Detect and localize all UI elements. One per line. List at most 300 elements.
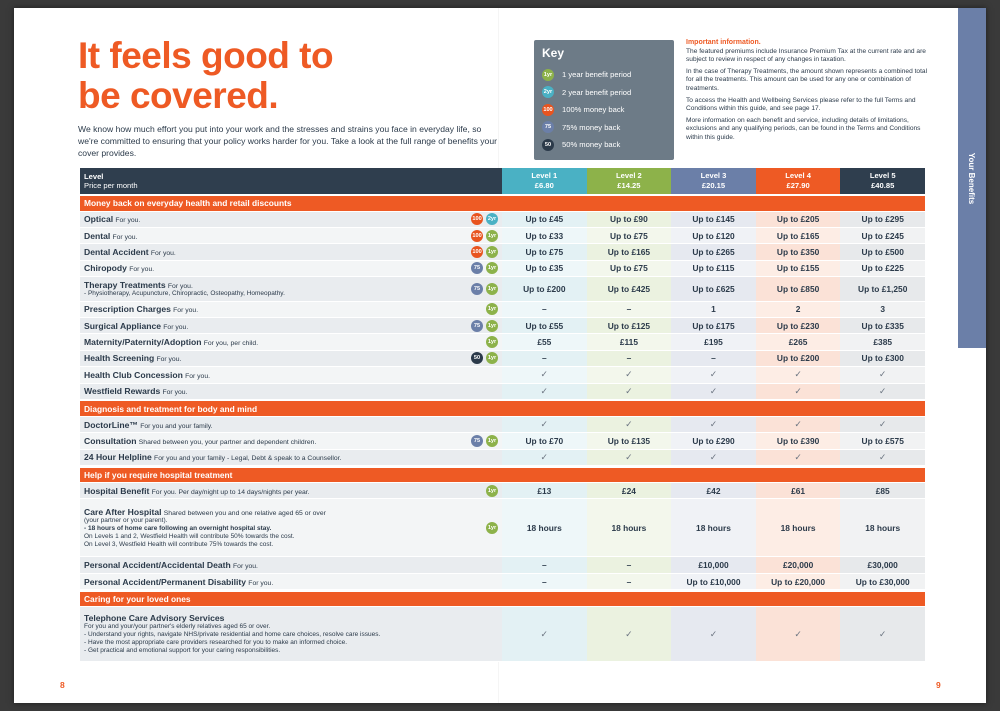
benefit-title-line bbox=[84, 231, 454, 241]
level-5-value: Up to £300 bbox=[840, 350, 925, 366]
benefit-label-cell bbox=[80, 449, 458, 465]
level-5-value: Up to £500 bbox=[840, 244, 925, 260]
header-level-4 bbox=[756, 168, 841, 194]
benefit-label-cell bbox=[80, 227, 458, 243]
level-2-value: Up to £165 bbox=[587, 244, 672, 260]
100-percent-badge-icon: 100 bbox=[471, 246, 483, 258]
section-title: Help if you require hospital treatment bbox=[80, 468, 925, 483]
benefit-row bbox=[80, 499, 925, 557]
level-1-value: – bbox=[502, 301, 587, 317]
benefit-badges-cell bbox=[458, 211, 502, 227]
level-4-value: £265 bbox=[756, 334, 841, 350]
level-price: £6.80 bbox=[534, 180, 554, 190]
benefit-row bbox=[80, 350, 925, 366]
level-5-value: ✓ bbox=[840, 367, 925, 383]
header-level-title: Level bbox=[84, 171, 104, 181]
level-name: Level 5 bbox=[869, 170, 896, 180]
benefit-detail: - Physiotherapy, Acupuncture, Chiropractic, Osteopathy, Homeopathy. bbox=[84, 289, 285, 297]
benefit-name: Therapy Treatments bbox=[84, 279, 166, 290]
page-number-right: 9 bbox=[936, 680, 941, 690]
benefit-qualifier: For you, per child. bbox=[203, 340, 259, 348]
level-3-value: Up to £115 bbox=[671, 260, 756, 276]
header-level-5 bbox=[840, 168, 925, 194]
benefit-badges-cell bbox=[458, 350, 502, 366]
brochure-spread bbox=[14, 8, 986, 703]
page-headline bbox=[78, 36, 333, 116]
section-header bbox=[80, 401, 925, 416]
one-year-badge-icon: 1yr bbox=[486, 230, 498, 242]
section-header bbox=[80, 592, 925, 607]
benefit-badges-cell bbox=[458, 301, 502, 317]
level-4-value: £20,000 bbox=[756, 557, 841, 573]
benefit-name: Westfield Rewards bbox=[84, 386, 161, 397]
level-4-value: ✓ bbox=[756, 449, 841, 465]
level-1-value: 18 hours bbox=[502, 499, 587, 557]
key-item bbox=[542, 101, 666, 119]
intro-paragraph: We know how much effort you put into your work and the stresses and strains you face in everyday life, so we're committed to ensuring that your policy works harder for you. Take a look at the full range of benefits your cover provides. bbox=[78, 124, 497, 158]
benefit-badges bbox=[462, 336, 498, 348]
benefit-name: 24 Hour Helpline bbox=[84, 452, 152, 463]
key-panel bbox=[534, 40, 674, 160]
benefits-table bbox=[80, 168, 925, 662]
one-year-badge-icon: 1yr bbox=[486, 435, 498, 447]
benefit-detail: For you and your/your partner's elderly relatives aged 65 or over. bbox=[84, 623, 271, 631]
benefit-name: Optical bbox=[84, 214, 114, 225]
benefit-badges bbox=[462, 522, 498, 534]
level-2-value: Up to £75 bbox=[587, 227, 672, 243]
level-1-value: ✓ bbox=[502, 416, 587, 432]
level-1-value: £55 bbox=[502, 334, 587, 350]
level-4-value: Up to £850 bbox=[756, 277, 841, 302]
benefit-row bbox=[80, 416, 925, 432]
one-year-badge-icon: 1yr bbox=[486, 283, 498, 295]
key-item bbox=[542, 66, 666, 84]
important-paragraphs bbox=[686, 48, 930, 143]
level-2-value: ✓ bbox=[587, 607, 672, 662]
level-3-value: £10,000 bbox=[671, 557, 756, 573]
benefit-badges bbox=[462, 246, 498, 258]
important-paragraph: The featured premiums include Insurance Premium Tax at the current rate and are subject to review in respect of any changes in taxation. bbox=[686, 47, 926, 64]
benefit-badges-cell bbox=[458, 383, 502, 399]
section-header bbox=[80, 468, 925, 483]
level-5-value: 18 hours bbox=[840, 499, 925, 557]
level-1-value: Up to £45 bbox=[502, 211, 587, 227]
benefit-title-line bbox=[84, 613, 454, 623]
level-3-value: ✓ bbox=[671, 367, 756, 383]
level-4-value: Up to £165 bbox=[756, 227, 841, 243]
section-header bbox=[80, 196, 925, 211]
level-4-value: ✓ bbox=[756, 607, 841, 662]
level-1-value: Up to £35 bbox=[502, 260, 587, 276]
level-price: £14.25 bbox=[617, 180, 641, 190]
benefit-label-cell bbox=[80, 301, 458, 317]
benefit-label-cell bbox=[80, 483, 458, 499]
key-item-label: 1 year benefit period bbox=[562, 70, 632, 80]
benefit-name: Dental bbox=[84, 230, 111, 241]
benefit-title-line bbox=[84, 486, 454, 496]
level-price: £20.15 bbox=[701, 180, 726, 190]
level-name: Level 1 bbox=[531, 170, 558, 180]
benefit-title-line bbox=[84, 337, 454, 347]
75-percent-badge-icon: 75 bbox=[471, 435, 483, 447]
benefit-qualifier: For you and your family - Legal, Debt & speak to a Counsellor. bbox=[154, 455, 342, 463]
benefit-title-line bbox=[84, 560, 454, 570]
level-3-value: Up to £145 bbox=[671, 211, 756, 227]
benefit-name: Consultation bbox=[84, 435, 137, 446]
benefit-badges bbox=[462, 320, 498, 332]
level-4-value: Up to £155 bbox=[756, 260, 841, 276]
benefit-label-cell bbox=[80, 277, 458, 302]
level-1-value: ✓ bbox=[502, 383, 587, 399]
level-1-value: £13 bbox=[502, 483, 587, 499]
section-title: Money back on everyday health and retail discounts bbox=[80, 196, 925, 211]
100-percent-badge-icon: 100 bbox=[542, 104, 554, 116]
level-5-value: £85 bbox=[840, 483, 925, 499]
level-4-value: Up to £20,000 bbox=[756, 573, 841, 589]
benefit-row bbox=[80, 383, 925, 399]
level-4-value: Up to £390 bbox=[756, 433, 841, 449]
benefit-name: Dental Accident bbox=[84, 246, 149, 257]
benefit-title-line bbox=[84, 452, 454, 462]
one-year-badge-icon: 1yr bbox=[486, 246, 498, 258]
key-item-label: 50% money back bbox=[562, 140, 621, 150]
level-1-value: Up to £33 bbox=[502, 227, 587, 243]
100-percent-badge-icon: 100 bbox=[471, 230, 483, 242]
level-2-value: – bbox=[587, 301, 672, 317]
benefit-title-line bbox=[84, 304, 454, 314]
benefit-row bbox=[80, 334, 925, 350]
level-1-value: ✓ bbox=[502, 367, 587, 383]
benefit-name: Prescription Charges bbox=[84, 304, 171, 315]
level-3-value: ✓ bbox=[671, 607, 756, 662]
benefit-detail: - Understand your rights, navigate NHS/private residential and home care choices, resolve care issues. bbox=[84, 631, 381, 639]
one-year-badge-icon: 1yr bbox=[486, 485, 498, 497]
one-year-badge-icon: 1yr bbox=[542, 69, 554, 81]
level-4-value: Up to £200 bbox=[756, 350, 841, 366]
benefit-badges-cell bbox=[458, 227, 502, 243]
benefit-qualifier: Shared between you, your partner and dependent children. bbox=[138, 438, 317, 446]
benefit-title-line bbox=[84, 420, 454, 430]
level-name: Level 4 bbox=[785, 170, 811, 180]
level-4-value: Up to £350 bbox=[756, 244, 841, 260]
benefit-title-line bbox=[84, 263, 454, 273]
100-percent-badge-icon: 100 bbox=[471, 213, 483, 225]
two-year-badge-icon: 2yr bbox=[542, 86, 554, 98]
benefit-title-line bbox=[84, 370, 454, 380]
level-4-value: Up to £230 bbox=[756, 317, 841, 333]
level-2-value: Up to £75 bbox=[587, 260, 672, 276]
header-price-label: Price per month bbox=[84, 180, 138, 190]
important-paragraph: More information on each benefit and service, including details of limitations, exclusions and any qualifying periods, can be found in the Terms and Conditions within this guide. bbox=[686, 116, 921, 141]
level-price: £40.85 bbox=[871, 180, 895, 190]
benefit-label-cell bbox=[80, 433, 458, 449]
benefit-badges-cell bbox=[458, 499, 502, 557]
level-2-value: Up to £90 bbox=[587, 211, 672, 227]
section-title: Caring for your loved ones bbox=[80, 592, 925, 607]
benefit-label-cell bbox=[80, 317, 458, 333]
benefit-name: Chiropody bbox=[84, 263, 127, 274]
level-5-value: Up to £30,000 bbox=[840, 573, 925, 589]
headline-line-1: It feels good to bbox=[78, 35, 334, 76]
level-1-value: – bbox=[502, 350, 587, 366]
benefit-title-line bbox=[84, 321, 454, 331]
level-5-value: Up to £1,250 bbox=[840, 277, 925, 302]
level-5-value: ✓ bbox=[840, 383, 925, 399]
75-percent-badge-icon: 75 bbox=[542, 121, 554, 133]
benefit-name: Care After Hospital bbox=[84, 506, 162, 517]
benefit-badges-cell bbox=[458, 244, 502, 260]
benefit-badges-cell bbox=[458, 449, 502, 465]
level-5-value: 3 bbox=[840, 301, 925, 317]
benefit-row bbox=[80, 244, 925, 260]
benefit-qualifier: For you. bbox=[162, 389, 188, 397]
level-price: £27.90 bbox=[786, 180, 810, 190]
level-3-value: ✓ bbox=[671, 449, 756, 465]
level-4-value: ✓ bbox=[756, 416, 841, 432]
benefit-row bbox=[80, 227, 925, 243]
level-name: Level 3 bbox=[700, 170, 727, 180]
benefit-title-line bbox=[84, 280, 454, 290]
benefit-qualifier: For you. Per day/night up to 14 days/nights per year. bbox=[151, 488, 310, 496]
50-percent-badge-icon: 50 bbox=[471, 352, 483, 364]
key-list bbox=[542, 66, 666, 154]
benefit-badges-cell bbox=[458, 367, 502, 383]
level-3-value: Up to £175 bbox=[671, 317, 756, 333]
benefit-label-cell bbox=[80, 573, 458, 589]
benefit-badges bbox=[462, 352, 498, 364]
benefit-qualifier: For you. bbox=[156, 356, 182, 364]
one-year-badge-icon: 1yr bbox=[486, 352, 498, 364]
benefit-detail: - Have the most appropriate care providers researched for you to make an informed choice. bbox=[84, 639, 348, 647]
level-2-value: ✓ bbox=[587, 449, 672, 465]
benefit-qualifier: For you. bbox=[112, 233, 138, 241]
header-level-3 bbox=[671, 168, 756, 194]
page-number-left: 8 bbox=[60, 680, 65, 690]
important-paragraph: To access the Health and Wellbeing Services please refer to the full Terms and Conditions within this guide, and see page 17. bbox=[686, 96, 916, 113]
benefit-badges-cell bbox=[458, 317, 502, 333]
benefit-name: DoctorLine™ bbox=[84, 419, 138, 430]
benefit-row bbox=[80, 483, 925, 499]
section-tab-label: Your Benefits bbox=[967, 152, 977, 204]
level-4-value: Up to £205 bbox=[756, 211, 841, 227]
benefit-qualifier: For you. bbox=[173, 307, 199, 315]
level-2-value: ✓ bbox=[587, 367, 672, 383]
benefit-name: Surgical Appliance bbox=[84, 320, 162, 331]
level-5-value: ✓ bbox=[840, 607, 925, 662]
level-4-value: ✓ bbox=[756, 367, 841, 383]
benefit-detail: (your partner or your parent). bbox=[84, 516, 168, 524]
benefit-badges-cell bbox=[458, 277, 502, 302]
level-5-value: Up to £245 bbox=[840, 227, 925, 243]
level-5-value: Up to £295 bbox=[840, 211, 925, 227]
benefit-label-cell bbox=[80, 350, 458, 366]
benefit-badges bbox=[462, 283, 498, 295]
benefit-badges-cell bbox=[458, 573, 502, 589]
benefit-detail: - 18 hours of home care following an overnight hospital stay. bbox=[84, 524, 272, 532]
benefit-title-line bbox=[84, 386, 454, 396]
benefit-title-line bbox=[84, 507, 454, 517]
50-percent-badge-icon: 50 bbox=[542, 139, 554, 151]
benefit-row bbox=[80, 449, 925, 465]
one-year-badge-icon: 1yr bbox=[486, 336, 498, 348]
level-1-value: Up to £70 bbox=[502, 433, 587, 449]
level-name: Level 2 bbox=[616, 170, 642, 180]
benefit-row bbox=[80, 433, 925, 449]
benefit-badges-cell bbox=[458, 483, 502, 499]
important-title: Important information. bbox=[686, 39, 761, 46]
level-2-value: – bbox=[587, 350, 672, 366]
level-1-value: Up to £200 bbox=[502, 277, 587, 302]
benefit-title-line bbox=[84, 577, 454, 587]
level-3-value: ✓ bbox=[671, 383, 756, 399]
benefit-row bbox=[80, 211, 925, 227]
benefit-row bbox=[80, 317, 925, 333]
benefit-badges-cell bbox=[458, 607, 502, 662]
one-year-badge-icon: 1yr bbox=[486, 320, 498, 332]
benefit-label-cell bbox=[80, 211, 458, 227]
one-year-badge-icon: 1yr bbox=[486, 522, 498, 534]
benefit-detail: - Get practical and emotional support for your caring responsibilities. bbox=[84, 647, 281, 655]
benefit-name: Telephone Care Advisory Services bbox=[84, 613, 225, 624]
key-item bbox=[542, 119, 666, 137]
level-5-value: ✓ bbox=[840, 449, 925, 465]
level-5-value: £385 bbox=[840, 334, 925, 350]
level-3-value: ✓ bbox=[671, 416, 756, 432]
level-1-value: – bbox=[502, 573, 587, 589]
benefit-qualifier: For you. bbox=[248, 579, 274, 587]
level-5-value: £30,000 bbox=[840, 557, 925, 573]
headline-line-2: be covered. bbox=[78, 75, 279, 116]
benefit-badges-cell bbox=[458, 433, 502, 449]
level-3-value: Up to £120 bbox=[671, 227, 756, 243]
level-4-value: 18 hours bbox=[756, 499, 841, 557]
benefit-qualifier: Shared between you and one relative aged 65 or over bbox=[163, 509, 326, 517]
key-item bbox=[542, 136, 666, 154]
level-1-value: Up to £55 bbox=[502, 317, 587, 333]
benefit-name: Personal Accident/Permanent Disability bbox=[84, 576, 247, 587]
benefit-label-cell bbox=[80, 383, 458, 399]
75-percent-badge-icon: 75 bbox=[471, 283, 483, 295]
benefit-qualifier: For you. bbox=[115, 217, 141, 225]
level-5-value: Up to £225 bbox=[840, 260, 925, 276]
benefit-label-cell bbox=[80, 367, 458, 383]
benefit-qualifier: For you. bbox=[163, 323, 189, 331]
benefit-title-line bbox=[84, 436, 454, 446]
section-title: Diagnosis and treatment for body and mind bbox=[80, 401, 925, 416]
important-paragraph: In the case of Therapy Treatments, the amount shown represents a combined total for all the treatments. This amount can be used for any one or combination of treatments. bbox=[686, 67, 928, 92]
benefit-label-cell bbox=[80, 557, 458, 573]
benefit-badges-cell bbox=[458, 416, 502, 432]
75-percent-badge-icon: 75 bbox=[471, 262, 483, 274]
level-2-value: ✓ bbox=[587, 416, 672, 432]
level-3-value: £195 bbox=[671, 334, 756, 350]
level-3-value: Up to £10,000 bbox=[671, 573, 756, 589]
level-2-value: ✓ bbox=[587, 383, 672, 399]
benefit-label-cell bbox=[80, 244, 458, 260]
level-1-value: Up to £75 bbox=[502, 244, 587, 260]
benefit-detail: On Level 3, Westfield Health will contribute 75% towards the cost. bbox=[84, 540, 274, 548]
section-tab bbox=[958, 8, 986, 348]
key-item-label: 75% money back bbox=[562, 122, 621, 132]
benefit-badges bbox=[462, 213, 498, 225]
benefit-label-cell bbox=[80, 416, 458, 432]
benefit-name: Personal Accident/Accidental Death bbox=[84, 560, 231, 571]
benefit-row bbox=[80, 301, 925, 317]
level-1-value: ✓ bbox=[502, 449, 587, 465]
key-title: Key bbox=[542, 46, 565, 60]
benefit-label-cell bbox=[80, 260, 458, 276]
benefit-qualifier: For you. bbox=[167, 282, 193, 290]
level-2-value: Up to £135 bbox=[587, 433, 672, 449]
header-level-2 bbox=[587, 168, 672, 194]
benefit-row bbox=[80, 260, 925, 276]
level-3-value: £42 bbox=[671, 483, 756, 499]
key-item-label: 100% money back bbox=[562, 105, 625, 115]
level-2-value: £115 bbox=[587, 334, 672, 350]
benefit-badges bbox=[462, 262, 498, 274]
benefit-badges bbox=[462, 485, 498, 497]
benefit-qualifier: For you. bbox=[129, 266, 155, 274]
level-2-value: – bbox=[587, 573, 672, 589]
benefit-name: Hospital Benefit bbox=[84, 485, 150, 496]
benefit-qualifier: For you. bbox=[185, 372, 211, 380]
header-level-1 bbox=[502, 168, 587, 194]
benefit-title-line bbox=[84, 247, 454, 257]
benefit-badges bbox=[462, 303, 498, 315]
benefit-qualifier: For you. bbox=[150, 249, 176, 257]
level-3-value: 18 hours bbox=[671, 499, 756, 557]
level-3-value: – bbox=[671, 350, 756, 366]
benefit-row bbox=[80, 557, 925, 573]
benefit-badges bbox=[462, 435, 498, 447]
level-3-value: Up to £625 bbox=[671, 277, 756, 302]
benefit-badges-cell bbox=[458, 260, 502, 276]
benefit-title-line bbox=[84, 353, 454, 363]
benefit-name: Health Screening bbox=[84, 353, 155, 364]
benefit-badges-cell bbox=[458, 557, 502, 573]
level-2-value: Up to £125 bbox=[587, 317, 672, 333]
level-1-value: ✓ bbox=[502, 607, 587, 662]
benefit-name: Maternity/Paternity/Adoption bbox=[84, 337, 202, 348]
level-3-value: Up to £265 bbox=[671, 244, 756, 260]
one-year-badge-icon: 1yr bbox=[486, 262, 498, 274]
benefit-qualifier: For you and your family. bbox=[140, 422, 213, 430]
benefit-row bbox=[80, 367, 925, 383]
table-header-row bbox=[80, 168, 925, 194]
75-percent-badge-icon: 75 bbox=[471, 320, 483, 332]
one-year-badge-icon: 1yr bbox=[486, 303, 498, 315]
level-2-value: Up to £425 bbox=[587, 277, 672, 302]
level-2-value: 18 hours bbox=[587, 499, 672, 557]
level-5-value: ✓ bbox=[840, 416, 925, 432]
benefit-detail: On Levels 1 and 2, Westfield Health will contribute 50% towards the cost. bbox=[84, 532, 295, 540]
benefit-row bbox=[80, 277, 925, 302]
level-4-value: ✓ bbox=[756, 383, 841, 399]
two-year-badge-icon: 2yr bbox=[486, 213, 498, 225]
important-information bbox=[686, 39, 930, 146]
benefit-qualifier: For you. bbox=[233, 563, 258, 571]
benefit-name: Health Club Concession bbox=[84, 369, 183, 380]
level-1-value: – bbox=[502, 557, 587, 573]
benefit-label-cell bbox=[80, 607, 458, 662]
level-3-value: 1 bbox=[671, 301, 756, 317]
level-3-value: Up to £290 bbox=[671, 433, 756, 449]
benefit-badges-cell bbox=[458, 334, 502, 350]
benefit-row bbox=[80, 573, 925, 589]
benefit-row bbox=[80, 607, 925, 662]
level-2-value: – bbox=[587, 557, 672, 573]
benefit-label-cell bbox=[80, 499, 458, 557]
